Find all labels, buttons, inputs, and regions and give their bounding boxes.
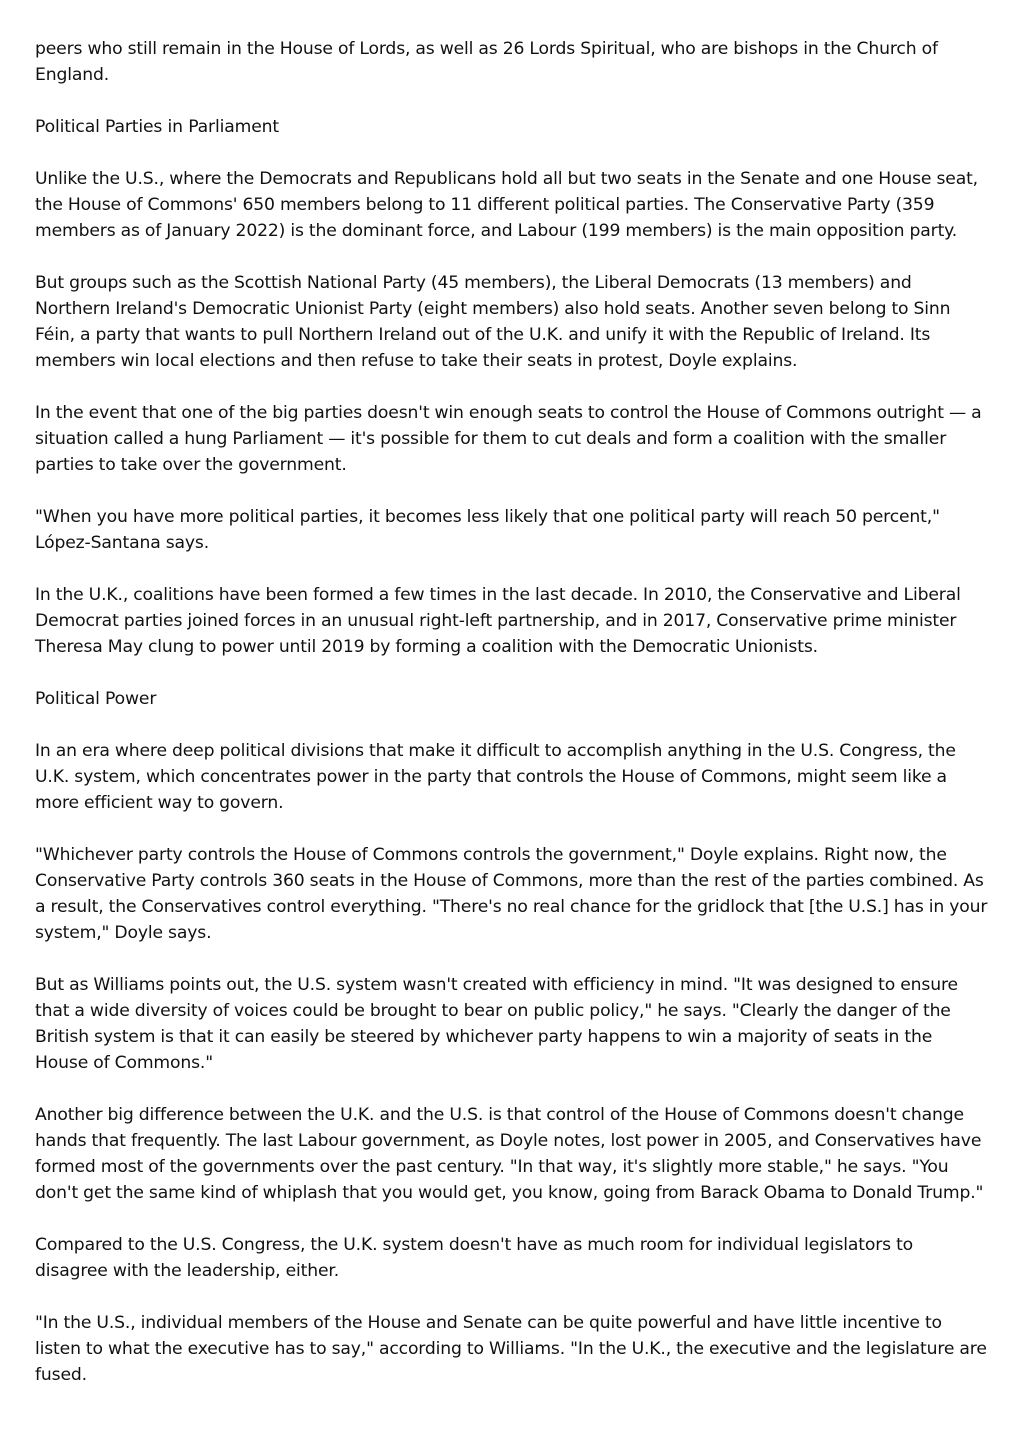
paragraph-williams-design: But as Williams points out, the U.S. system wasn't created with efficiency in mind. "It was designed to ensure that a wide diversity of voices could be brought to bear on public policy," he says. "Clearly the danger of the British system is that it can easily be steered by whichever party happens to win a majority of seats in the House of Commons." bbox=[35, 975, 958, 1073]
paragraph-executive-fused: "In the U.S., individual members of the House and Senate can be quite powerful and have little incentive to listen to what the executive has to say," according to Williams. "In the U.K., the executive and the legislature are fused. bbox=[35, 1313, 987, 1385]
section-heading-political-parties: Political Parties in Parliament bbox=[35, 117, 279, 137]
paragraph-hung-parliament: In the event that one of the big parties doesn't win enough seats to control the House of Commons outright — a situation called a hung Parliament — it's possible for them to cut deals and form a coalition with the smaller parties to take over the government. bbox=[35, 403, 982, 475]
paragraph-lords-spiritual: peers who still remain in the House of Lords, as well as 26 Lords Spiritual, who are bishops in the Church of England. bbox=[35, 39, 938, 85]
paragraph-coalitions: In the U.K., coalitions have been formed a few times in the last decade. In 2010, the Conservative and Liberal Democrat parties joined forces in an unusual right-left partnership, and in 2017, Conservative prime minister Theresa May clung to power until 2019 by forming a coalition with the Democratic Unionists. bbox=[35, 585, 961, 657]
paragraph-doyle-control: "Whichever party controls the House of Commons controls the government," Doyle explains. Right now, the Conservative Party controls 360 seats in the House of Commons, more than the rest of the parties combined. As a result, the Conservatives control everything. "There's no real chance for the gridlock that [the U.S.] has in your system," Doyle says. bbox=[35, 845, 988, 943]
section-heading-political-power: Political Power bbox=[35, 689, 157, 709]
paragraph-individual-legislators: Compared to the U.S. Congress, the U.K. system doesn't have as much room for individual legislators to disagree with the leadership, either. bbox=[35, 1235, 914, 1281]
paragraph-lopez-santana-quote: "When you have more political parties, it becomes less likely that one political party will reach 50 percent," López-Santana says. bbox=[35, 507, 940, 553]
paragraph-smaller-parties: But groups such as the Scottish National Party (45 members), the Liberal Democrats (13 members) and Northern Ireland's Democratic Unionist Party (eight members) also hold seats. Another seven belong to Sinn Féin, a party that wants to pull Northern Ireland out of the U.K. and unify it with the Republic of Ireland. Its members win local elections and then refuse to take their seats in protest, Doyle explains. bbox=[35, 273, 951, 371]
paragraph-commons-parties: Unlike the U.S., where the Democrats and Republicans hold all but two seats in the Senate and one House seat, the House of Commons' 650 members belong to 11 different political parties. The Conservative Party (359 members as of January 2022) is the dominant force, and Labour (199 members) is the main opposition party. bbox=[35, 169, 978, 241]
paragraph-stability: Another big difference between the U.K. and the U.S. is that control of the House of Commons doesn't change hands that frequently. The last Labour government, as Doyle notes, lost power in 2005, and Conservatives have formed most of the governments over the past century. "In that way, it's slightly more stable," he says. "You don't get the same kind of whiplash that you would get, you know, going from Barack Obama to Donald Trump." bbox=[35, 1105, 984, 1203]
paragraph-efficiency: In an era where deep political divisions that make it difficult to accomplish anything in the U.S. Congress, the U.K. system, which concentrates power in the party that controls the House of Commons, might seem like a more efficient way to govern. bbox=[35, 741, 956, 813]
